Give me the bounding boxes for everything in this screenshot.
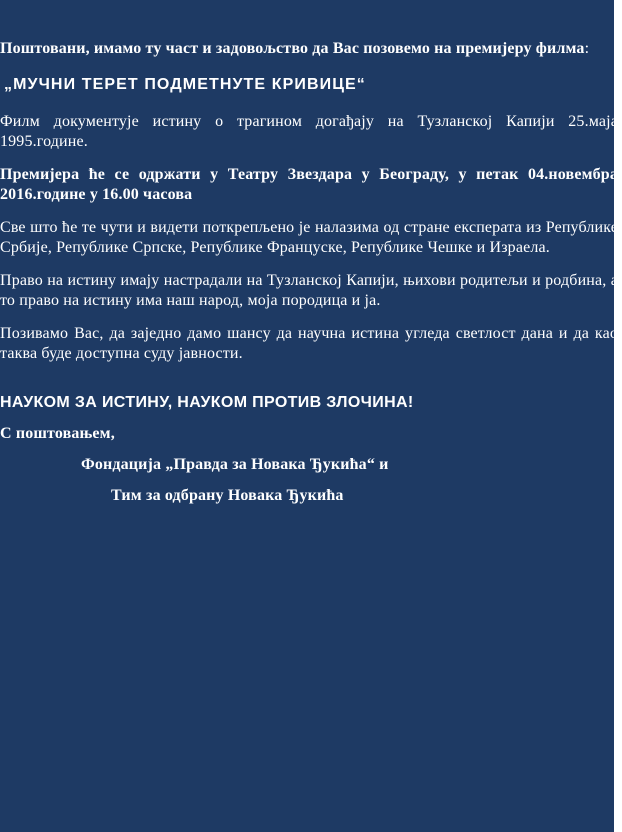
documentary-paragraph: Филм документује истину о трагином догађају на Тузланској Капији 25.маја 1995.године. (0, 113, 618, 150)
film-title: „МУЧНИ ТЕРЕТ ПОДМЕТНУТЕ КРИВИЦЕ“ (4, 76, 366, 93)
intro-text: Поштовани, имамо ту част и задовољство да Вас позовемо на премијеру филма (0, 40, 585, 57)
slogan: НАУКОМ ЗА ИСТИНУ, НАУКОМ ПРОТИВ ЗЛОЧИНА! (0, 394, 414, 411)
invitation-content (0, 39, 618, 506)
experts-paragraph: Све што ће те чути и видети поткрепљено је налазима од стране експерата из Републике Србије, Републике Српске, Републике Француске, Републике Чешке и Израела. (0, 219, 618, 256)
signature-team: Тим за одбрану Новака Ђукића (111, 487, 344, 504)
truth-paragraph: Право на истину имају настрадали на Тузланској Капији, њихови родитељи и родбина, а то право на истину има наш народ, моја породица и ја. (0, 272, 618, 309)
invite-paragraph: Позивамо Вас, да заједно дамо шансу да научна истина угледа светлост дана и да као таква буде доступна суду јавности. (0, 325, 618, 362)
signature-foundation: Фондација „Правда за Новака Ђукића“ и (81, 456, 389, 473)
premiere-paragraph: Премијера ће се одржати у Театру Звездара у Београду, у петак 04.новембра 2016.године у 16.00 часова (0, 166, 618, 203)
greeting: С поштовањем, (0, 425, 115, 442)
intro-paragraph (0, 39, 618, 59)
intro-colon: : (584, 40, 590, 57)
